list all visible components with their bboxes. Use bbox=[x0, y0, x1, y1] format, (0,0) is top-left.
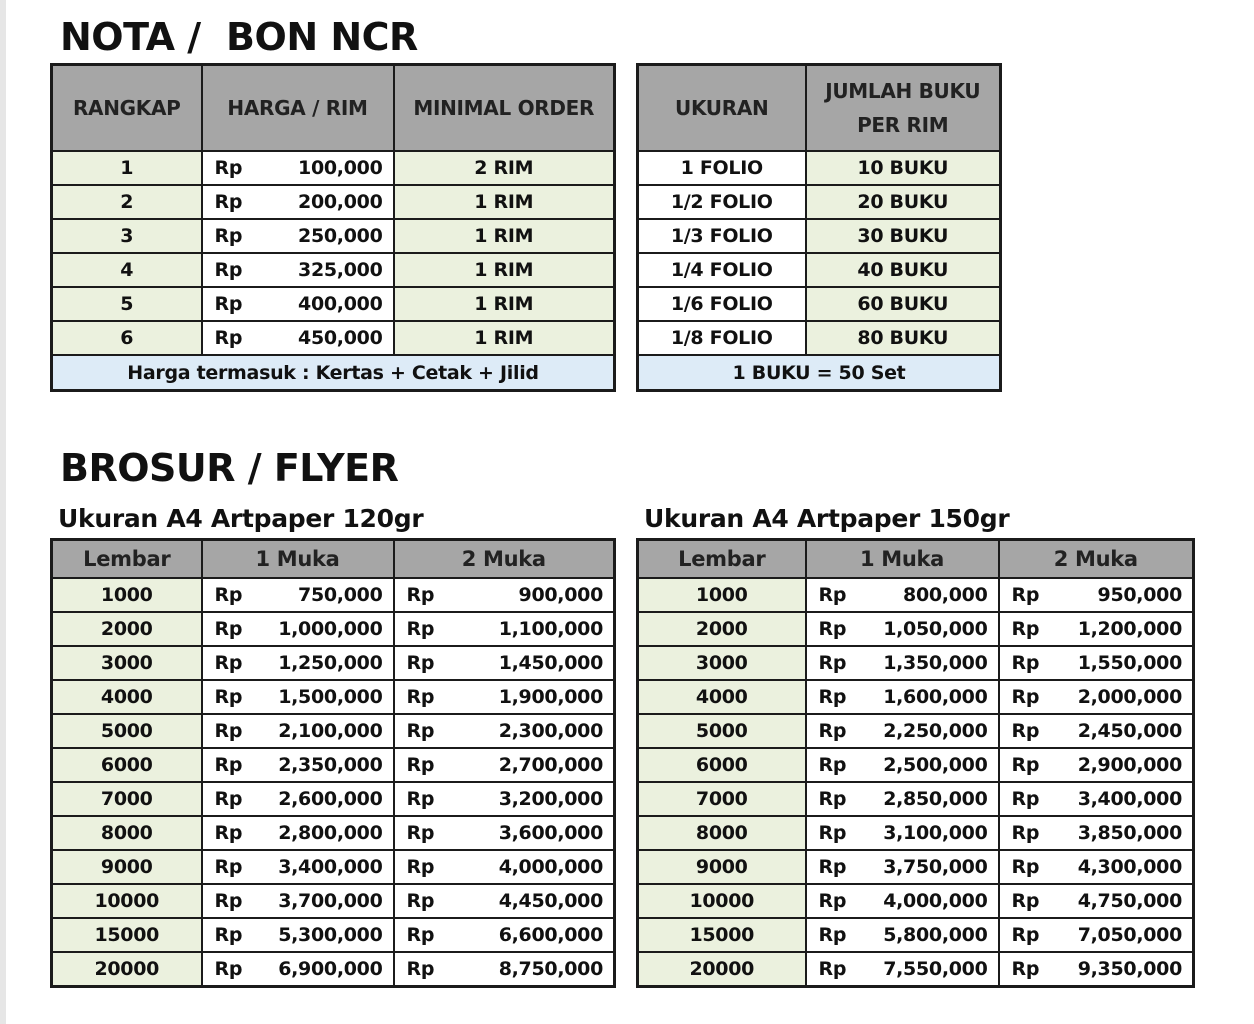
one-side-price-cell bbox=[806, 748, 999, 782]
nota-size-note-row bbox=[638, 355, 1001, 391]
lembar-cell: 4000 bbox=[52, 680, 202, 714]
price-value: 3,700,000 bbox=[278, 890, 383, 912]
currency-label: Rp bbox=[214, 652, 243, 674]
currency-label: Rp bbox=[1011, 788, 1040, 810]
currency-label: Rp bbox=[818, 720, 847, 742]
lembar-cell: 3000 bbox=[52, 646, 202, 680]
price-value: 6,900,000 bbox=[278, 958, 383, 980]
jumlah-buku-cell: 40 BUKU bbox=[806, 253, 1001, 287]
one-side-price-cell bbox=[806, 646, 999, 680]
price-value: 2,800,000 bbox=[278, 822, 383, 844]
nota-size-header-row bbox=[638, 65, 1001, 152]
header-rangkap: RANGKAP bbox=[52, 65, 202, 152]
currency-label: Rp bbox=[406, 754, 435, 776]
two-side-price-cell bbox=[999, 748, 1194, 782]
header-jumlah-buku bbox=[806, 65, 1001, 152]
currency-label: Rp bbox=[214, 584, 243, 606]
currency-label: Rp bbox=[406, 618, 435, 640]
currency-label: Rp bbox=[214, 157, 243, 179]
currency-label: Rp bbox=[1011, 924, 1040, 946]
one-side-price-cell bbox=[202, 612, 394, 646]
ukuran-cell: 1/6 FOLIO bbox=[638, 287, 806, 321]
table-row bbox=[52, 151, 615, 185]
currency-label: Rp bbox=[406, 686, 435, 708]
price-value: 1,200,000 bbox=[1077, 618, 1182, 640]
two-side-price-cell bbox=[999, 680, 1194, 714]
currency-label: Rp bbox=[1011, 856, 1040, 878]
currency-label: Rp bbox=[818, 788, 847, 810]
table-row bbox=[52, 612, 615, 646]
table-row bbox=[638, 714, 1194, 748]
nota-price-table bbox=[50, 63, 616, 392]
header-jumlah-buku-line2: PER RIM bbox=[857, 113, 949, 137]
table-row bbox=[52, 782, 615, 816]
lembar-cell: 9000 bbox=[52, 850, 202, 884]
currency-label: Rp bbox=[214, 259, 243, 281]
two-side-price-cell bbox=[394, 782, 615, 816]
brosur-150gr-header-row bbox=[638, 540, 1194, 579]
currency-label: Rp bbox=[214, 686, 243, 708]
price-value: 3,750,000 bbox=[883, 856, 988, 878]
nota-title: NOTA / BON NCR bbox=[60, 15, 418, 59]
header-minimal-order: MINIMAL ORDER bbox=[394, 65, 615, 152]
table-row bbox=[52, 816, 615, 850]
lembar-cell: 1000 bbox=[638, 578, 806, 612]
table-row bbox=[638, 680, 1194, 714]
price-value: 2,600,000 bbox=[278, 788, 383, 810]
price-value: 1,250,000 bbox=[278, 652, 383, 674]
two-side-price-cell bbox=[999, 918, 1194, 952]
table-row bbox=[52, 287, 615, 321]
minimal-order-cell: 1 RIM bbox=[394, 253, 615, 287]
price-value: 1,350,000 bbox=[883, 652, 988, 674]
lembar-cell: 10000 bbox=[638, 884, 806, 918]
currency-label: Rp bbox=[1011, 754, 1040, 776]
table-row bbox=[638, 578, 1194, 612]
one-side-price-cell bbox=[806, 816, 999, 850]
table-row bbox=[638, 748, 1194, 782]
ukuran-cell: 1/8 FOLIO bbox=[638, 321, 806, 355]
table-row bbox=[52, 578, 615, 612]
currency-label: Rp bbox=[214, 958, 243, 980]
header-lembar: Lembar bbox=[52, 540, 202, 579]
two-side-price-cell bbox=[999, 782, 1194, 816]
one-side-price-cell bbox=[806, 612, 999, 646]
lembar-cell: 7000 bbox=[52, 782, 202, 816]
table-row bbox=[52, 748, 615, 782]
header-ukuran: UKURAN bbox=[638, 65, 806, 152]
table-row bbox=[638, 321, 1001, 355]
lembar-cell: 4000 bbox=[638, 680, 806, 714]
brosur-title: BROSUR / FLYER bbox=[60, 446, 399, 490]
brosur-150gr-subtitle: Ukuran A4 Artpaper 150gr bbox=[644, 504, 1010, 533]
currency-label: Rp bbox=[406, 958, 435, 980]
price-value: 1,450,000 bbox=[498, 652, 603, 674]
table-row bbox=[638, 782, 1194, 816]
two-side-price-cell bbox=[999, 952, 1194, 987]
currency-label: Rp bbox=[818, 890, 847, 912]
header-lembar: Lembar bbox=[638, 540, 806, 579]
table-row bbox=[638, 185, 1001, 219]
jumlah-buku-cell: 10 BUKU bbox=[806, 151, 1001, 185]
harga-rim-cell bbox=[202, 219, 394, 253]
price-value: 6,600,000 bbox=[498, 924, 603, 946]
price-value: 900,000 bbox=[518, 584, 603, 606]
table-row bbox=[638, 253, 1001, 287]
price-value: 9,350,000 bbox=[1077, 958, 1182, 980]
price-value: 3,100,000 bbox=[883, 822, 988, 844]
currency-label: Rp bbox=[1011, 652, 1040, 674]
price-value: 950,000 bbox=[1097, 584, 1182, 606]
currency-label: Rp bbox=[214, 754, 243, 776]
price-value: 200,000 bbox=[298, 191, 383, 213]
nota-price-header-row bbox=[52, 65, 615, 152]
rangkap-cell: 5 bbox=[52, 287, 202, 321]
lembar-cell: 9000 bbox=[638, 850, 806, 884]
two-side-price-cell bbox=[999, 714, 1194, 748]
currency-label: Rp bbox=[818, 856, 847, 878]
price-value: 8,750,000 bbox=[498, 958, 603, 980]
currency-label: Rp bbox=[214, 924, 243, 946]
two-side-price-cell bbox=[394, 612, 615, 646]
price-value: 2,300,000 bbox=[498, 720, 603, 742]
two-side-price-cell bbox=[394, 850, 615, 884]
table-row bbox=[52, 253, 615, 287]
currency-label: Rp bbox=[1011, 958, 1040, 980]
currency-label: Rp bbox=[214, 618, 243, 640]
nota-price-note-row bbox=[52, 355, 615, 391]
price-value: 2,900,000 bbox=[1077, 754, 1182, 776]
one-side-price-cell bbox=[806, 850, 999, 884]
price-value: 3,400,000 bbox=[1077, 788, 1182, 810]
price-value: 3,400,000 bbox=[278, 856, 383, 878]
harga-rim-cell bbox=[202, 185, 394, 219]
one-side-price-cell bbox=[202, 680, 394, 714]
currency-label: Rp bbox=[406, 890, 435, 912]
minimal-order-cell: 2 RIM bbox=[394, 151, 615, 185]
buku-set-note: 1 BUKU = 50 Set bbox=[638, 355, 1001, 391]
table-row bbox=[638, 918, 1194, 952]
currency-label: Rp bbox=[818, 618, 847, 640]
currency-label: Rp bbox=[406, 584, 435, 606]
lembar-cell: 8000 bbox=[52, 816, 202, 850]
price-value: 5,300,000 bbox=[278, 924, 383, 946]
lembar-cell: 6000 bbox=[638, 748, 806, 782]
two-side-price-cell bbox=[999, 816, 1194, 850]
table-row bbox=[52, 850, 615, 884]
table-row bbox=[52, 219, 615, 253]
lembar-cell: 15000 bbox=[52, 918, 202, 952]
table-row bbox=[52, 884, 615, 918]
one-side-price-cell bbox=[806, 782, 999, 816]
brosur-120gr-table bbox=[50, 538, 616, 988]
harga-rim-cell bbox=[202, 151, 394, 185]
price-value: 400,000 bbox=[298, 293, 383, 315]
rangkap-cell: 4 bbox=[52, 253, 202, 287]
currency-label: Rp bbox=[214, 191, 243, 213]
lembar-cell: 6000 bbox=[52, 748, 202, 782]
header-1-muka: 1 Muka bbox=[806, 540, 999, 579]
currency-label: Rp bbox=[214, 788, 243, 810]
price-value: 2,850,000 bbox=[883, 788, 988, 810]
lembar-cell: 2000 bbox=[638, 612, 806, 646]
currency-label: Rp bbox=[406, 652, 435, 674]
price-value: 2,100,000 bbox=[278, 720, 383, 742]
price-value: 2,350,000 bbox=[278, 754, 383, 776]
lembar-cell: 8000 bbox=[638, 816, 806, 850]
table-row bbox=[52, 680, 615, 714]
harga-rim-cell bbox=[202, 321, 394, 355]
table-row bbox=[638, 151, 1001, 185]
currency-label: Rp bbox=[1011, 720, 1040, 742]
price-value: 2,000,000 bbox=[1077, 686, 1182, 708]
price-value: 1,600,000 bbox=[883, 686, 988, 708]
price-value: 1,100,000 bbox=[498, 618, 603, 640]
price-value: 7,550,000 bbox=[883, 958, 988, 980]
price-value: 4,450,000 bbox=[498, 890, 603, 912]
table-row bbox=[52, 646, 615, 680]
currency-label: Rp bbox=[818, 686, 847, 708]
one-side-price-cell bbox=[202, 816, 394, 850]
lembar-cell: 1000 bbox=[52, 578, 202, 612]
currency-label: Rp bbox=[214, 225, 243, 247]
jumlah-buku-cell: 20 BUKU bbox=[806, 185, 1001, 219]
currency-label: Rp bbox=[406, 788, 435, 810]
lembar-cell: 15000 bbox=[638, 918, 806, 952]
jumlah-buku-cell: 30 BUKU bbox=[806, 219, 1001, 253]
price-value: 2,700,000 bbox=[498, 754, 603, 776]
price-value: 4,750,000 bbox=[1077, 890, 1182, 912]
price-value: 2,500,000 bbox=[883, 754, 988, 776]
rangkap-cell: 3 bbox=[52, 219, 202, 253]
price-value: 3,850,000 bbox=[1077, 822, 1182, 844]
table-row bbox=[52, 714, 615, 748]
rangkap-cell: 1 bbox=[52, 151, 202, 185]
two-side-price-cell bbox=[394, 748, 615, 782]
table-row bbox=[638, 816, 1194, 850]
minimal-order-cell: 1 RIM bbox=[394, 321, 615, 355]
one-side-price-cell bbox=[806, 714, 999, 748]
price-value: 4,000,000 bbox=[883, 890, 988, 912]
price-value: 1,550,000 bbox=[1077, 652, 1182, 674]
table-row bbox=[52, 321, 615, 355]
currency-label: Rp bbox=[1011, 618, 1040, 640]
table-row bbox=[52, 952, 615, 987]
currency-label: Rp bbox=[214, 890, 243, 912]
one-side-price-cell bbox=[202, 714, 394, 748]
table-row bbox=[638, 952, 1194, 987]
currency-label: Rp bbox=[818, 652, 847, 674]
one-side-price-cell bbox=[806, 952, 999, 987]
one-side-price-cell bbox=[202, 884, 394, 918]
lembar-cell: 5000 bbox=[638, 714, 806, 748]
one-side-price-cell bbox=[202, 850, 394, 884]
table-row bbox=[638, 612, 1194, 646]
price-value: 800,000 bbox=[903, 584, 988, 606]
header-1-muka: 1 Muka bbox=[202, 540, 394, 579]
two-side-price-cell bbox=[999, 646, 1194, 680]
currency-label: Rp bbox=[818, 754, 847, 776]
price-value: 1,500,000 bbox=[278, 686, 383, 708]
rangkap-cell: 2 bbox=[52, 185, 202, 219]
currency-label: Rp bbox=[1011, 890, 1040, 912]
price-value: 450,000 bbox=[298, 327, 383, 349]
price-value: 100,000 bbox=[298, 157, 383, 179]
currency-label: Rp bbox=[1011, 822, 1040, 844]
one-side-price-cell bbox=[202, 952, 394, 987]
brosur-120gr-header-row bbox=[52, 540, 615, 579]
jumlah-buku-cell: 60 BUKU bbox=[806, 287, 1001, 321]
table-row bbox=[638, 219, 1001, 253]
minimal-order-cell: 1 RIM bbox=[394, 287, 615, 321]
table-row bbox=[52, 918, 615, 952]
lembar-cell: 20000 bbox=[638, 952, 806, 987]
table-row bbox=[638, 884, 1194, 918]
minimal-order-cell: 1 RIM bbox=[394, 185, 615, 219]
two-side-price-cell bbox=[394, 918, 615, 952]
price-value: 4,300,000 bbox=[1077, 856, 1182, 878]
two-side-price-cell bbox=[999, 884, 1194, 918]
lembar-cell: 2000 bbox=[52, 612, 202, 646]
price-value: 5,800,000 bbox=[883, 924, 988, 946]
one-side-price-cell bbox=[202, 918, 394, 952]
price-value: 1,000,000 bbox=[278, 618, 383, 640]
currency-label: Rp bbox=[214, 720, 243, 742]
currency-label: Rp bbox=[214, 856, 243, 878]
one-side-price-cell bbox=[806, 578, 999, 612]
one-side-price-cell bbox=[202, 646, 394, 680]
harga-rim-cell bbox=[202, 287, 394, 321]
two-side-price-cell bbox=[999, 612, 1194, 646]
currency-label: Rp bbox=[406, 822, 435, 844]
ukuran-cell: 1/4 FOLIO bbox=[638, 253, 806, 287]
currency-label: Rp bbox=[214, 293, 243, 315]
nota-size-table bbox=[636, 63, 1002, 392]
lembar-cell: 5000 bbox=[52, 714, 202, 748]
price-value: 2,450,000 bbox=[1077, 720, 1182, 742]
ukuran-cell: 1 FOLIO bbox=[638, 151, 806, 185]
lembar-cell: 7000 bbox=[638, 782, 806, 816]
header-jumlah-buku-line1: JUMLAH BUKU bbox=[825, 79, 981, 103]
currency-label: Rp bbox=[1011, 584, 1040, 606]
lembar-cell: 10000 bbox=[52, 884, 202, 918]
header-2-muka: 2 Muka bbox=[394, 540, 615, 579]
currency-label: Rp bbox=[406, 720, 435, 742]
table-row bbox=[638, 850, 1194, 884]
currency-label: Rp bbox=[818, 924, 847, 946]
price-value: 2,250,000 bbox=[883, 720, 988, 742]
currency-label: Rp bbox=[214, 822, 243, 844]
price-value: 7,050,000 bbox=[1077, 924, 1182, 946]
price-value: 4,000,000 bbox=[498, 856, 603, 878]
minimal-order-cell: 1 RIM bbox=[394, 219, 615, 253]
currency-label: Rp bbox=[818, 958, 847, 980]
table-row bbox=[638, 287, 1001, 321]
one-side-price-cell bbox=[806, 918, 999, 952]
price-value: 1,050,000 bbox=[883, 618, 988, 640]
currency-label: Rp bbox=[1011, 686, 1040, 708]
brosur-150gr-table bbox=[636, 538, 1195, 988]
two-side-price-cell bbox=[394, 578, 615, 612]
price-includes-note: Harga termasuk : Kertas + Cetak + Jilid bbox=[52, 355, 615, 391]
ukuran-cell: 1/3 FOLIO bbox=[638, 219, 806, 253]
two-side-price-cell bbox=[394, 680, 615, 714]
price-value: 750,000 bbox=[298, 584, 383, 606]
lembar-cell: 3000 bbox=[638, 646, 806, 680]
table-row bbox=[52, 185, 615, 219]
currency-label: Rp bbox=[406, 856, 435, 878]
currency-label: Rp bbox=[818, 822, 847, 844]
header-2-muka: 2 Muka bbox=[999, 540, 1194, 579]
header-harga-rim: HARGA / RIM bbox=[202, 65, 394, 152]
jumlah-buku-cell: 80 BUKU bbox=[806, 321, 1001, 355]
two-side-price-cell bbox=[394, 646, 615, 680]
currency-label: Rp bbox=[214, 327, 243, 349]
ukuran-cell: 1/2 FOLIO bbox=[638, 185, 806, 219]
left-margin-rule bbox=[0, 0, 6, 1024]
lembar-cell: 20000 bbox=[52, 952, 202, 987]
two-side-price-cell bbox=[394, 816, 615, 850]
two-side-price-cell bbox=[394, 714, 615, 748]
one-side-price-cell bbox=[202, 748, 394, 782]
table-row bbox=[638, 646, 1194, 680]
price-value: 1,900,000 bbox=[498, 686, 603, 708]
rangkap-cell: 6 bbox=[52, 321, 202, 355]
one-side-price-cell bbox=[806, 680, 999, 714]
currency-label: Rp bbox=[406, 924, 435, 946]
one-side-price-cell bbox=[806, 884, 999, 918]
one-side-price-cell bbox=[202, 578, 394, 612]
currency-label: Rp bbox=[818, 584, 847, 606]
harga-rim-cell bbox=[202, 253, 394, 287]
two-side-price-cell bbox=[394, 952, 615, 987]
price-value: 250,000 bbox=[298, 225, 383, 247]
one-side-price-cell bbox=[202, 782, 394, 816]
price-value: 3,600,000 bbox=[498, 822, 603, 844]
two-side-price-cell bbox=[999, 578, 1194, 612]
two-side-price-cell bbox=[999, 850, 1194, 884]
price-value: 325,000 bbox=[298, 259, 383, 281]
brosur-120gr-subtitle: Ukuran A4 Artpaper 120gr bbox=[58, 504, 424, 533]
two-side-price-cell bbox=[394, 884, 615, 918]
price-value: 3,200,000 bbox=[498, 788, 603, 810]
